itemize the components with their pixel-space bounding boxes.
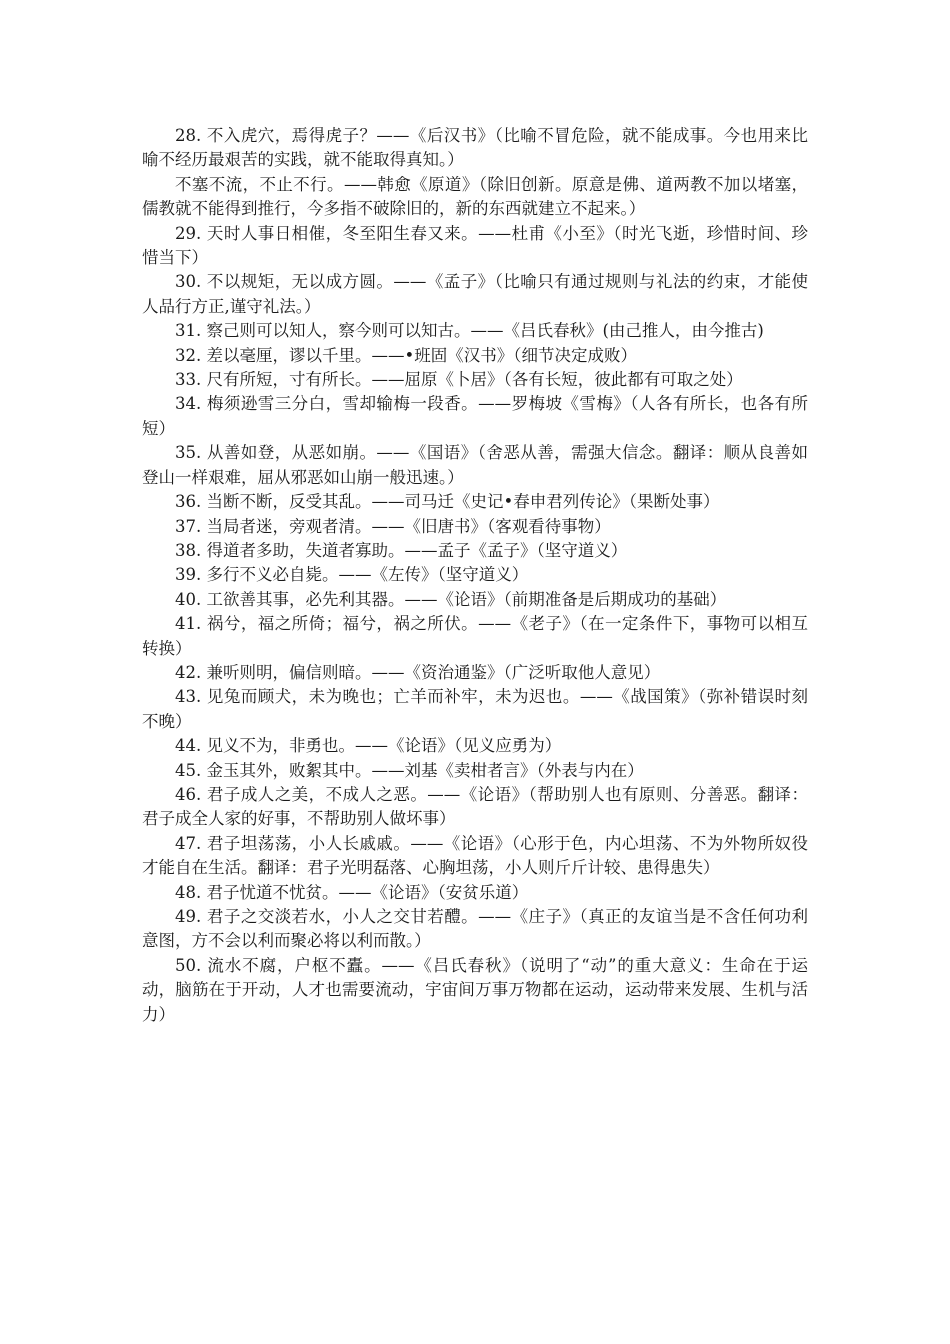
- proverb-paragraph: 28. 不入虎穴，焉得虎子？——《后汉书》（比喻不冒危险，就不能成事。今也用来比喻不经历最艰苦的实践，就不能取得真知。）: [142, 126, 808, 170]
- proverb-paragraph: 30. 不以规矩，无以成方圆。——《孟子》（比喻只有通过规则与礼法的约束，才能使人品行方正,谨守礼法。）: [142, 272, 808, 316]
- proverb-paragraph: 36. 当断不断，反受其乱。——司马迁《史记•春申君列传论》（果断处事）: [175, 492, 720, 512]
- proverb-paragraph: 38. 得道者多助，失道者寡助。——孟子《孟子》（坚守道义）: [175, 540, 628, 560]
- proverb-paragraph: 42. 兼听则明，偏信则暗。——《资治通鉴》（广泛听取他人意见）: [175, 662, 661, 682]
- proverb-paragraph: 43. 见兔而顾犬，未为晚也；亡羊而补牢，未为迟也。——《战国策》（弥补错误时刻不晚）: [142, 687, 808, 731]
- proverb-paragraph: 44. 见义不为，非勇也。——《论语》（见义应勇为）: [175, 736, 562, 756]
- proverb-paragraph: 47. 君子坦荡荡，小人长戚戚。——《论语》（心形于色，内心坦荡、不为外物所奴役才能自在生活。翻译：君子光明磊落、心胸坦荡，小人则斤斤计较、患得患失）: [142, 833, 808, 878]
- proverb-paragraph: 49. 君子之交淡若水，小人之交甘若醴。——《庄子》（真正的友谊当是不含任何功利意图，方不会以利而聚必将以利而散。）: [142, 907, 808, 951]
- document-page: [142, 124, 808, 1027]
- proverb-paragraph: 不塞不流，不止不行。——韩愈《原道》（除旧创新。原意是佛、道两教不加以堵塞，儒教就不能得到推行，今多指不破除旧的，新的东西就建立不起来。）: [142, 174, 808, 219]
- proverb-paragraph: 34. 梅须逊雪三分白，雪却输梅一段香。——罗梅坡《雪梅》（人各有所长，也各有所短）: [142, 394, 808, 438]
- proverb-paragraph: 29. 天时人事日相催，冬至阳生春又来。——杜甫《小至》（时光飞逝，珍惜时间、珍惜当下）: [142, 223, 808, 268]
- proverb-paragraph: 48. 君子忧道不忧贫。——《论语》（安贫乐道）: [175, 882, 529, 902]
- proverb-paragraph: 35. 从善如登，从恶如崩。——《国语》（舍恶从善，需强大信念。翻译：顺从良善如登山一样艰难，屈从邪恶如山崩一般迅速。）: [142, 443, 808, 487]
- proverb-paragraph: 32. 差以毫厘，谬以千里。——•班固《汉书》（细节决定成败）: [175, 345, 637, 365]
- proverb-paragraph: 50. 流水不腐，户枢不蠹。——《吕氏春秋》（说明了“动”的重大意义：生命在于运动，脑筋在于开动，人才也需要流动，宇宙间万事万物都在运动，运动带来发展、生机与活力）: [142, 955, 808, 1024]
- proverb-paragraph: 31. 察己则可以知人，察今则可以知古。——《吕氏春秋》(由己推人，由今推古): [175, 321, 764, 341]
- proverb-paragraph: 40. 工欲善其事，必先利其器。——《论语》（前期准备是后期成功的基础）: [175, 589, 727, 609]
- proverb-paragraph: 46. 君子成人之美，不成人之恶。——《论语》（帮助别人也有原则、分善恶。翻译：君子成全人家的好事，不帮助别人做坏事）: [142, 784, 808, 829]
- proverb-paragraph: 45. 金玉其外，败絮其中。——刘基《卖柑者言》（外表与内在）: [175, 760, 644, 780]
- proverb-paragraph: 37. 当局者迷，旁观者清。——《旧唐书》（客观看待事物）: [175, 516, 611, 536]
- proverb-paragraph: 33. 尺有所短，寸有所长。——屈原《卜居》（各有长短，彼此都有可取之处）: [175, 370, 743, 390]
- proverb-paragraph: 39. 多行不义必自毙。——《左传》（坚守道义）: [175, 565, 529, 585]
- proverb-paragraph: 41. 祸兮，福之所倚；福兮，祸之所伏。——《老子》（在一定条件下，事物可以相互转换）: [142, 614, 808, 658]
